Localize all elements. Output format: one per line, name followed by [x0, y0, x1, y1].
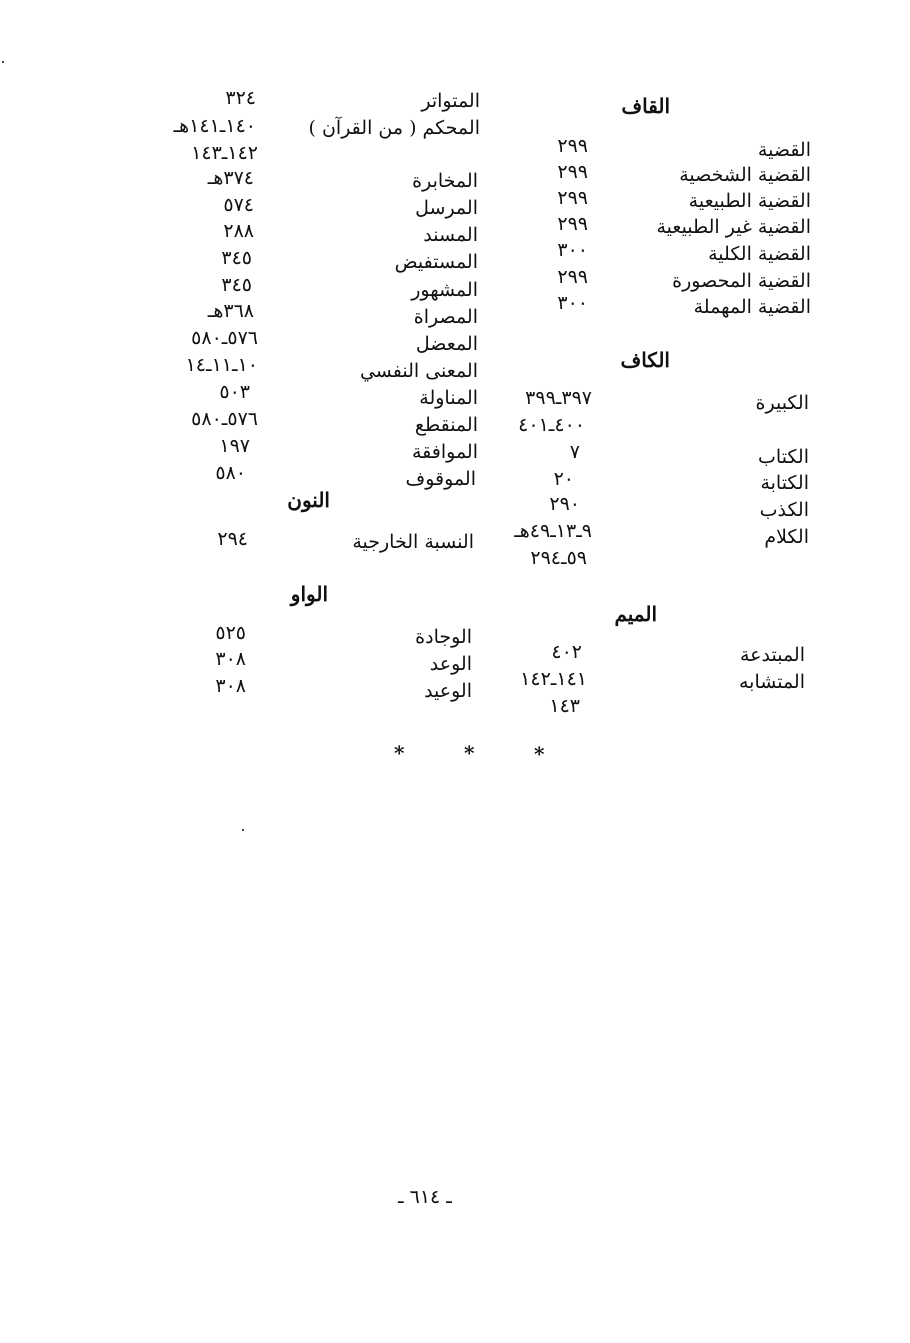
index-pages: ٣٧٤هـ [207, 167, 254, 189]
separator-asterisk: * [534, 742, 545, 766]
heading-waw: الواو [290, 582, 328, 606]
index-pages: ٢٩٠ [549, 493, 580, 515]
index-term: القضية الطبيعية [688, 190, 811, 212]
index-term: القضية [757, 139, 811, 161]
index-pages: ٥٧٤ [223, 194, 254, 216]
index-pages: ٢٨٨ [223, 220, 254, 242]
index-pages: ٣٤٥ [221, 247, 252, 269]
index-term: المشهور [411, 279, 478, 301]
index-term: الكبيرة [755, 392, 809, 414]
index-term: المستفيض [394, 251, 478, 273]
index-term: المخابرة [412, 170, 478, 192]
index-term: المناولة [419, 387, 478, 409]
index-pages: ٣٠٠ [557, 239, 588, 261]
separator-asterisk: * [464, 741, 475, 765]
index-pages: ٢٩٩ [557, 266, 588, 288]
index-term: المعضل [415, 333, 478, 355]
index-pages: ٢٩٤ [217, 528, 248, 550]
index-pages: ١٩٧ [219, 435, 250, 457]
index-term: الوعد [429, 653, 472, 675]
index-pages: ٣٩٧ـ٣٩٩ [525, 387, 592, 409]
index-pages: ١٤١ـ١٤٢ [520, 668, 587, 690]
index-pages: ٥٨٠ [215, 462, 246, 484]
index-term: الكلام [764, 526, 809, 548]
index-term: المرسل [415, 197, 478, 219]
index-term: القضية المهملة [693, 296, 811, 318]
index-term: المعنى النفسي [359, 360, 478, 382]
index-pages: ٣٠٠ [557, 292, 588, 314]
index-term: النسبة الخارجية [352, 531, 474, 553]
index-term: المسند [423, 224, 478, 246]
index-term: القضية المحصورة [672, 270, 811, 292]
index-pages: ١٠ـ١١ـ١٤ [185, 354, 258, 376]
index-term: الكذب [759, 499, 809, 521]
index-term: الموافقة [411, 441, 478, 463]
index-pages: ٣٤٥ [221, 274, 252, 296]
index-pages: ٥٢٥ [215, 622, 246, 644]
index-pages: ٢٩٩ [557, 187, 588, 209]
index-pages: ١٤٢ـ١٤٣ [191, 142, 258, 164]
index-term: المنقطع [414, 414, 478, 436]
index-pages: ٣٠٨ [215, 675, 246, 697]
index-pages: ٤٠٠ـ٤٠١ [518, 414, 585, 436]
index-term: المتواتر [421, 90, 480, 112]
index-pages: ١٤٣ [549, 695, 580, 717]
index-pages: ٢٩٩ [557, 135, 588, 157]
index-pages: ٢٠ [553, 468, 574, 490]
separator-asterisk: * [394, 741, 405, 765]
scan-speck [2, 61, 4, 63]
index-term: الموقوف [405, 468, 476, 490]
index-pages: ٢٩٩ [557, 161, 588, 183]
index-pages: ٥٠٣ [219, 381, 250, 403]
index-term: القضية الكلية [708, 243, 811, 265]
index-pages: ١٤٠ـ١٤١هـ [173, 115, 256, 137]
index-pages: ٥٧٦ـ٥٨٠ [191, 327, 258, 349]
index-term: المصراة [413, 306, 478, 328]
index-term: الوجادة [415, 626, 472, 648]
index-pages: ٧ [569, 441, 580, 463]
index-term: القضية الشخصية [679, 164, 811, 186]
heading-kaf: الكاف [620, 348, 670, 372]
index-pages: ٤٠٢ [551, 641, 582, 663]
scan-speck [242, 829, 244, 831]
index-term: المتشابه [739, 671, 805, 693]
index-term: الوعيد [424, 680, 472, 702]
index-term: الكتاب [758, 446, 809, 468]
heading-qaf: القاف [621, 94, 670, 118]
index-pages: ٢٩٩ [557, 213, 588, 235]
page-number: ـ ٦١٤ ـ [398, 1186, 452, 1208]
index-term: المحكم ( من القرآن ) [308, 117, 480, 139]
index-pages: ٥٩ـ٢٩٤ [530, 547, 587, 569]
heading-mim: الميم [614, 602, 657, 626]
index-term: القضية غير الطبيعية [656, 216, 811, 238]
index-term: المبتدعة [739, 644, 805, 666]
index-pages: ٣٠٨ [215, 648, 246, 670]
index-pages: ٥٧٦ـ٥٨٠ [191, 408, 258, 430]
index-pages: ٣٦٨هـ [207, 300, 254, 322]
index-pages: ٩ـ١٣ـ٤٩هـ [514, 520, 592, 542]
index-term: الكتابة [760, 472, 809, 494]
heading-nun: النون [287, 488, 330, 512]
index-pages: ٣٢٤ [225, 87, 256, 109]
